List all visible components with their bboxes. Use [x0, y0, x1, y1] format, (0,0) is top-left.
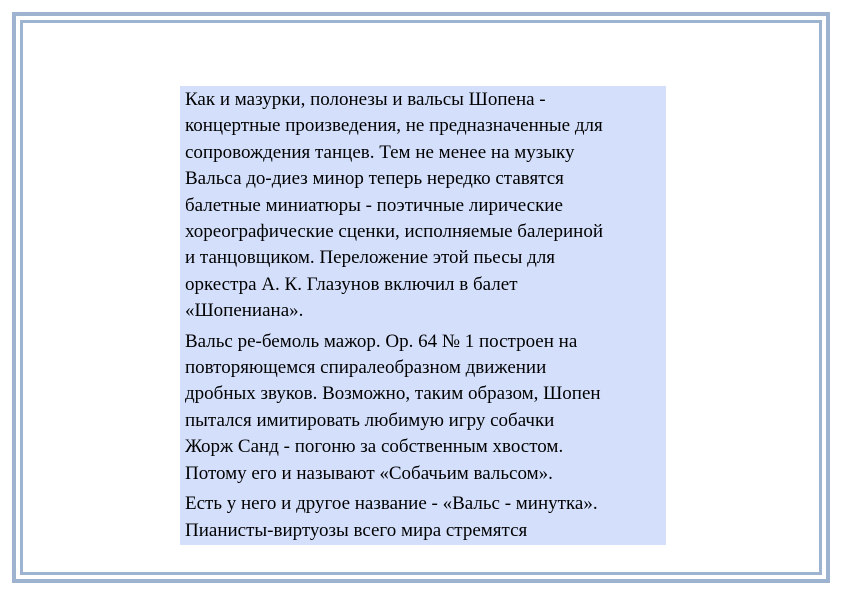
text-block — [180, 86, 666, 545]
text-line: Как и мазурки, полонезы и вальсы Шопена - — [185, 89, 546, 110]
text-line: Есть у него и другое название - «Вальс - минутка». — [185, 493, 598, 515]
text-line: Потому его и называют «Собачьим вальсом». — [185, 462, 553, 484]
text-line: хореографические сценки, исполняемые балериной — [185, 221, 603, 243]
paragraph-3 — [185, 491, 662, 544]
text-line: повторяющемся спиралеобразном движении — [185, 357, 547, 379]
text-line: балетные миниатюры - поэтичные лирические — [185, 194, 563, 216]
text-line: Пианисты-виртуозы всего мира стремятся — [185, 519, 528, 541]
text-line: и танцовщиком. Переложение этой пьесы для — [185, 247, 556, 269]
text-line: пытался имитировать любимую игру собачки — [185, 409, 555, 431]
text-line: «Шопениана». — [185, 300, 304, 322]
text-line: оркестра А. К. Глазунов включил в балет — [185, 273, 518, 295]
paragraph-1 — [185, 87, 662, 325]
text-line: сопровождения танцев. Тем не менее на музыку — [185, 141, 575, 163]
text-line: концертные произведения, не предназначенные для — [185, 115, 603, 137]
text-line: дробных звуков. Возможно, таким образом, Шопен — [185, 383, 601, 405]
text-line: Жорж Санд - погоню за собственным хвостом. — [185, 436, 564, 458]
text-line: Вальса до-диез минор теперь нередко ставятся — [185, 168, 564, 190]
text-line: Вальс ре-бемоль мажор. Ор. 64 № 1 построен на — [185, 330, 578, 352]
paragraph-2 — [185, 329, 662, 487]
